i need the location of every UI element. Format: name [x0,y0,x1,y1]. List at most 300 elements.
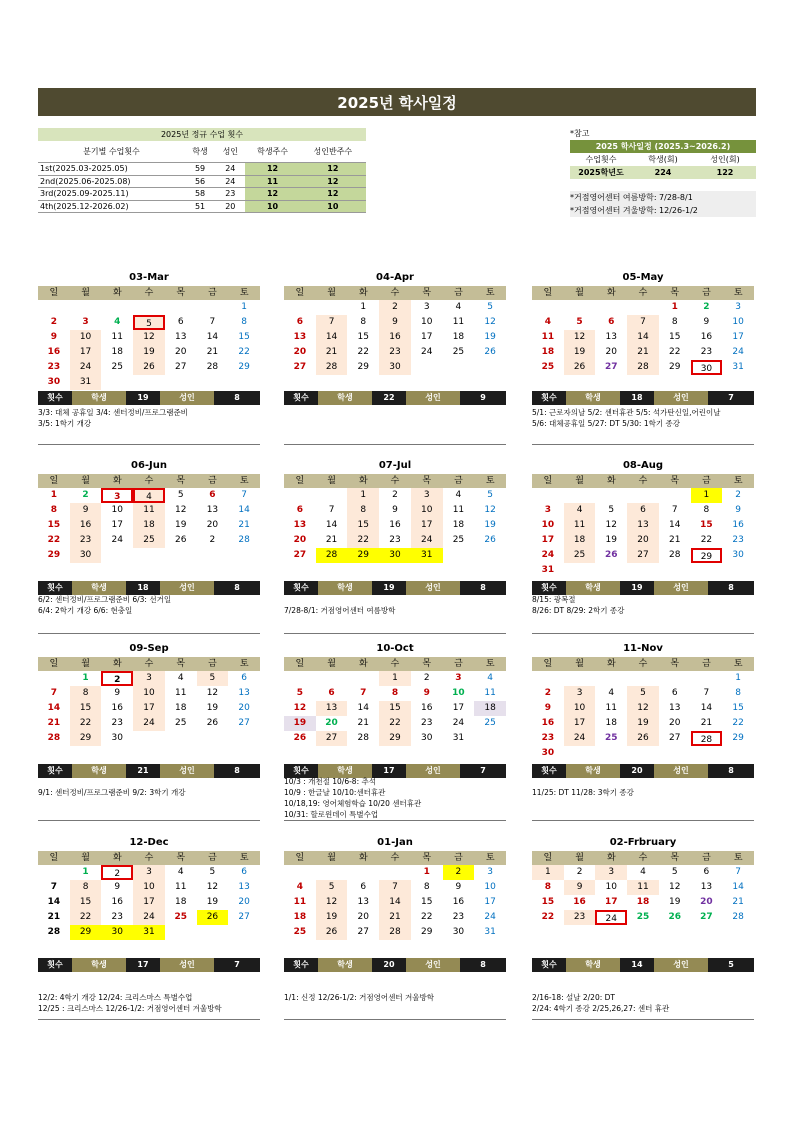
weekday-label: 월 [327,853,336,863]
weekday-header [532,851,754,865]
day-cell: 22 [700,535,713,545]
month-calendar [532,643,754,761]
day-cell: 17 [111,520,123,530]
day-cell: 21 [668,535,681,545]
count-label: 횟수 [541,583,557,592]
day-cell: 3 [455,673,462,683]
day-cell: 18 [133,518,165,533]
day-cell: 9 [379,315,411,330]
day-cell: 12 [293,703,307,713]
count-label: 횟수 [293,583,309,592]
day-cell: 26 [564,360,596,375]
student-count: 17 [137,960,149,969]
day-cell: 18 [452,332,465,342]
day-cell: 12 [133,330,165,345]
day-cell: 26 [627,731,659,746]
weekday-header [532,474,754,488]
day-grid [284,671,506,746]
day-grid [532,671,754,761]
day-cell: 29 [691,548,723,563]
day-cell: 7 [703,688,710,698]
day-cell: 25 [293,927,307,937]
day-cell: 17 [605,897,618,907]
weekday-label: 토 [239,288,249,298]
day-cell: 24 [70,360,102,375]
day-cell: 21 [47,912,61,922]
weekday-label: 토 [239,853,249,863]
day-cell: 6 [241,867,247,877]
day-cell: 4 [455,302,462,312]
adult-label: 성인 [160,581,214,595]
note-line: 7/28-8/1: 거점영어센터 여름방학 [284,606,396,615]
student-label: 학생 [318,764,372,778]
empty-cell [101,300,133,315]
weekday-label: 월 [575,288,584,298]
day-cell: 11 [452,317,465,327]
day-cell: 6 [608,317,615,327]
day-cell: 27 [605,362,618,372]
day-cell: 10 [111,505,123,515]
empty-cell [38,671,70,686]
adult-label: 성인 [160,764,214,778]
weekday-label: 월 [81,853,90,863]
count-label: 횟수 [541,393,557,402]
month-name: 08-Aug [622,460,664,471]
day-cell: 4 [564,503,596,518]
weekday-label: 목 [670,476,680,486]
day-cell: 8 [735,688,741,698]
day-cell: 20 [357,912,369,922]
weekday-label: 토 [733,476,743,486]
weekday-label: 일 [543,476,553,486]
day-cell: 15 [347,518,379,533]
day-cell: 10 [70,330,102,345]
note-line: 6/2: 센터정비/프로그램준비 6/3: 선거일 [38,595,172,604]
weekday-header [532,286,754,300]
summary-cell: 12 [245,188,299,201]
day-cell: 7 [209,317,216,327]
day-cell: 3 [82,317,89,327]
weekday-label: 수 [144,288,154,298]
day-cell: 19 [174,520,187,530]
month-count-bar [532,958,754,972]
day-cell: 31 [411,548,443,563]
day-cell: 22 [70,910,102,925]
month-notes [38,776,260,821]
weekday-label: 화 [112,476,122,486]
day-cell: 23 [452,912,465,922]
weekday-label: 월 [81,288,90,298]
day-cell: 20 [293,535,307,545]
weekday-header [38,474,260,488]
day-cell: 8 [241,317,247,327]
count-label: 횟수 [293,393,309,402]
day-cell: 16 [573,897,586,907]
day-cell: 6 [360,882,367,892]
day-cell: 4 [177,673,184,683]
day-grid [38,671,260,746]
day-cell: 12 [206,882,219,892]
day-cell: 7 [328,505,335,515]
day-cell: 18 [605,718,617,728]
empty-cell [659,671,691,686]
day-cell: 5 [576,317,583,327]
day-cell: 21 [357,718,369,728]
day-cell: 22 [70,716,102,731]
day-cell: 2 [82,490,89,500]
month-name: 09-Sep [129,643,169,654]
day-cell: 5 [487,302,493,312]
empty-cell [38,865,70,880]
empty-cell [595,671,627,686]
day-cell: 14 [47,897,61,907]
day-cell: 10 [133,686,165,701]
summary-cell: 23 [215,188,245,201]
summary-cell: 10 [245,200,299,213]
day-cell: 19 [206,897,219,907]
day-cell: 23 [420,718,433,728]
day-cell: 11 [627,880,659,895]
day-cell: 8 [50,505,57,515]
day-cell: 18 [564,533,596,548]
month-count-bar [284,391,506,405]
day-cell: 5 [608,505,615,515]
day-cell: 31 [732,362,744,372]
day-cell: 7 [50,688,57,698]
count-label: 횟수 [47,960,63,969]
day-cell: 7 [360,688,367,698]
day-cell: 14 [668,520,681,530]
day-cell: 24 [595,910,627,925]
day-cell: 7 [241,490,247,500]
note-line [284,594,506,605]
day-cell: 11 [564,518,596,533]
student-count: 19 [631,583,643,592]
month-notes [284,776,506,821]
month-calendar [284,643,506,746]
day-cell: 17 [452,703,465,713]
weekday-label: 월 [81,476,90,486]
weekday-label: 금 [208,288,217,298]
day-cell: 2 [735,490,741,500]
day-cell: 25 [111,362,123,372]
day-cell: 26 [484,535,496,545]
day-cell: 4 [455,490,462,500]
month-count-bar [284,958,506,972]
day-cell: 26 [206,718,219,728]
summary-cell: 10 [300,200,366,213]
day-cell: 10 [452,688,465,698]
day-cell: 27 [627,548,659,563]
day-cell: 20 [206,520,219,530]
weekday-label: 월 [575,476,584,486]
day-cell: 13 [605,332,617,342]
weekday-label: 일 [295,476,305,486]
weekday-label: 토 [485,659,495,669]
day-cell: 15 [47,520,61,530]
day-cell: 17 [411,518,443,533]
note-line [284,981,506,992]
weekday-header [284,657,506,671]
summary-cell: 56 [185,175,215,188]
day-cell: 4 [177,867,184,877]
day-cell: 27 [238,912,250,922]
day-cell: 19 [284,716,316,731]
day-cell: 2 [209,535,216,545]
day-cell: 9 [544,703,551,713]
day-cell: 8 [423,882,430,892]
month-count-bar [38,391,260,405]
adult-label: 성인 [160,958,214,972]
day-cell: 5 [133,315,165,330]
day-cell: 27 [293,362,307,372]
day-cell: 13 [668,703,681,713]
weekday-label: 목 [422,659,432,669]
summary-cell: 12 [300,188,366,201]
reference-note: *거점영어센터 겨울방학: 12/26-1/2 [570,204,756,217]
day-cell: 30 [732,550,744,560]
empty-cell [532,488,564,503]
day-cell: 10 [732,317,744,327]
empty-cell [627,300,659,315]
summary-header: 성인 [215,141,245,163]
day-cell: 17 [133,895,165,910]
weekday-label: 수 [390,659,400,669]
day-cell: 1 [691,488,723,503]
day-cell: 19 [316,910,348,925]
day-cell: 14 [325,520,338,530]
summary-cell: 12 [300,175,366,188]
day-cell: 15 [732,703,744,713]
day-cell: 12 [316,895,348,910]
day-cell: 27 [174,362,187,372]
weekday-header [38,286,260,300]
summary-header: 분기별 수업횟수 [38,141,185,163]
day-cell: 27 [700,912,713,922]
count-label: 횟수 [47,393,63,402]
page-title: 2025년 학사일정 [38,88,756,116]
day-cell: 29 [70,925,102,940]
day-cell: 29 [379,731,411,746]
note-line: 11/25: DT 11/28: 3학기 종강 [532,788,634,797]
summary-table [38,128,366,213]
day-grid [38,488,260,563]
student-label: 학생 [72,581,126,595]
empty-cell [316,488,348,503]
day-cell: 25 [541,362,555,372]
day-cell: 4 [640,867,646,877]
day-cell: 30 [379,360,411,375]
day-cell: 19 [668,897,681,907]
day-cell: 3 [133,671,165,686]
empty-cell [284,865,316,880]
summary-header: 성인반주수 [300,141,366,163]
day-cell: 30 [101,925,133,940]
day-cell: 16 [70,518,102,533]
day-cell: 6 [328,688,335,698]
student-count: 18 [631,393,643,402]
day-cell: 7 [627,315,659,330]
day-cell: 7 [671,505,678,515]
day-cell: 12 [668,882,681,892]
reference-col: 수업횟수 [585,155,617,164]
day-cell: 16 [541,718,555,728]
student-label: 학생 [566,764,620,778]
adult-count: 8 [234,766,240,775]
day-cell: 4 [544,317,551,327]
reference-label: *참고 [570,129,590,138]
note-line [532,981,754,992]
day-cell: 8 [70,686,102,701]
day-cell: 1 [532,865,564,880]
month-name: 11-Nov [623,643,663,654]
day-cell: 23 [541,733,555,743]
weekday-label: 화 [112,288,122,298]
day-cell: 30 [70,548,102,563]
day-cell: 10 [484,882,496,892]
day-cell: 22 [732,718,744,728]
count-label: 횟수 [293,766,309,775]
adult-label: 성인 [406,764,460,778]
day-cell: 18 [541,347,555,357]
weekday-header [38,851,260,865]
day-cell: 17 [70,345,102,360]
day-cell: 25 [174,912,187,922]
day-cell: 28 [379,925,411,940]
summary-cell: 12 [300,163,366,176]
day-grid [38,865,260,940]
weekday-label: 수 [144,476,154,486]
note-line: 10/31: 할로윈데이 특별수업 [284,810,379,819]
weekday-label: 수 [390,476,400,486]
day-cell: 1 [241,302,247,312]
weekday-label: 화 [112,659,122,669]
day-cell: 12 [484,317,496,327]
day-cell: 20 [174,347,187,357]
day-cell: 19 [484,520,496,530]
day-cell: 6 [177,317,184,327]
day-cell: 22 [541,912,555,922]
count-label: 횟수 [47,766,63,775]
day-cell: 6 [209,490,216,500]
note-line [532,776,754,787]
reference-note: *거점영어센터 여름방학: 7/28-8/1 [570,191,756,204]
day-cell: 20 [700,897,713,907]
day-grid [284,865,506,940]
student-count: 19 [137,393,149,402]
adult-count: 8 [234,393,240,402]
summary-header: 학생 [185,141,215,163]
day-cell: 28 [238,535,250,545]
day-cell: 27 [668,733,681,743]
day-cell: 31 [133,925,165,940]
empty-cell [627,488,659,503]
day-cell: 20 [238,703,250,713]
weekday-label: 토 [485,476,495,486]
day-cell: 8 [544,882,551,892]
day-cell: 26 [293,733,307,743]
day-cell: 9 [114,688,121,698]
empty-cell [659,488,691,503]
day-cell: 5 [487,490,493,500]
day-cell: 3 [564,686,596,701]
empty-cell [564,488,596,503]
day-cell: 3 [423,302,430,312]
adult-count: 7 [480,766,486,775]
day-cell: 13 [238,882,250,892]
day-cell: 31 [484,927,496,937]
note-line: 1/1: 신정 12/26-1/2: 거점영어센터 겨울방학 [284,993,434,1002]
adult-label: 성인 [406,581,460,595]
day-cell: 26 [197,910,229,925]
day-cell: 4 [487,673,493,683]
day-cell: 5 [197,671,229,686]
day-cell: 26 [605,550,618,560]
weekday-label: 토 [485,288,495,298]
month-notes [532,981,754,1020]
day-cell: 8 [360,317,367,327]
day-cell: 11 [484,688,496,698]
month-calendar [532,460,754,578]
day-cell: 4 [296,882,303,892]
weekday-label: 목 [422,853,432,863]
empty-cell [284,300,316,315]
weekday-label: 목 [176,853,186,863]
student-count: 20 [383,960,395,969]
day-cell: 12 [564,330,596,345]
weekday-label: 화 [358,853,368,863]
weekday-label: 목 [670,288,680,298]
day-cell: 23 [111,718,123,728]
month-calendar [38,837,260,940]
month-name: 07-Jul [378,460,412,471]
day-cell: 1 [82,867,89,877]
day-cell: 31 [70,375,102,390]
day-cell: 9 [735,505,741,515]
day-cell: 16 [700,332,713,342]
empty-cell [532,671,564,686]
day-cell: 8 [391,688,399,698]
month-calendar [532,837,754,925]
weekday-label: 월 [575,853,584,863]
weekday-label: 토 [239,476,249,486]
day-cell: 6 [296,317,303,327]
empty-cell [532,300,564,315]
day-cell: 1 [82,673,89,683]
adult-count: 8 [728,583,734,592]
day-cell: 14 [316,330,348,345]
weekday-label: 월 [575,659,584,669]
day-cell: 7 [50,882,57,892]
day-cell: 30 [452,927,465,937]
day-cell: 27 [357,927,369,937]
month-calendar [38,460,260,563]
day-cell: 14 [379,895,411,910]
note-line: 5/1: 근로자의날 5/2: 센터휴관 5/5: 석가탄신일,어린이날 [532,408,721,417]
day-cell: 15 [379,701,411,716]
month-count-bar [38,958,260,972]
day-cell: 27 [293,550,307,560]
empty-cell [133,300,165,315]
note-line: 2/24: 4학기 종강 2/25,26,27: 센터 휴관 [532,1004,670,1013]
day-cell: 24 [133,910,165,925]
day-cell: 2 [423,673,430,683]
day-cell: 17 [564,716,596,731]
day-cell: 13 [357,897,369,907]
summary-cell: 1st(2025.03-2025.05) [38,163,185,176]
note-line [38,776,260,787]
student-label: 학생 [566,581,620,595]
